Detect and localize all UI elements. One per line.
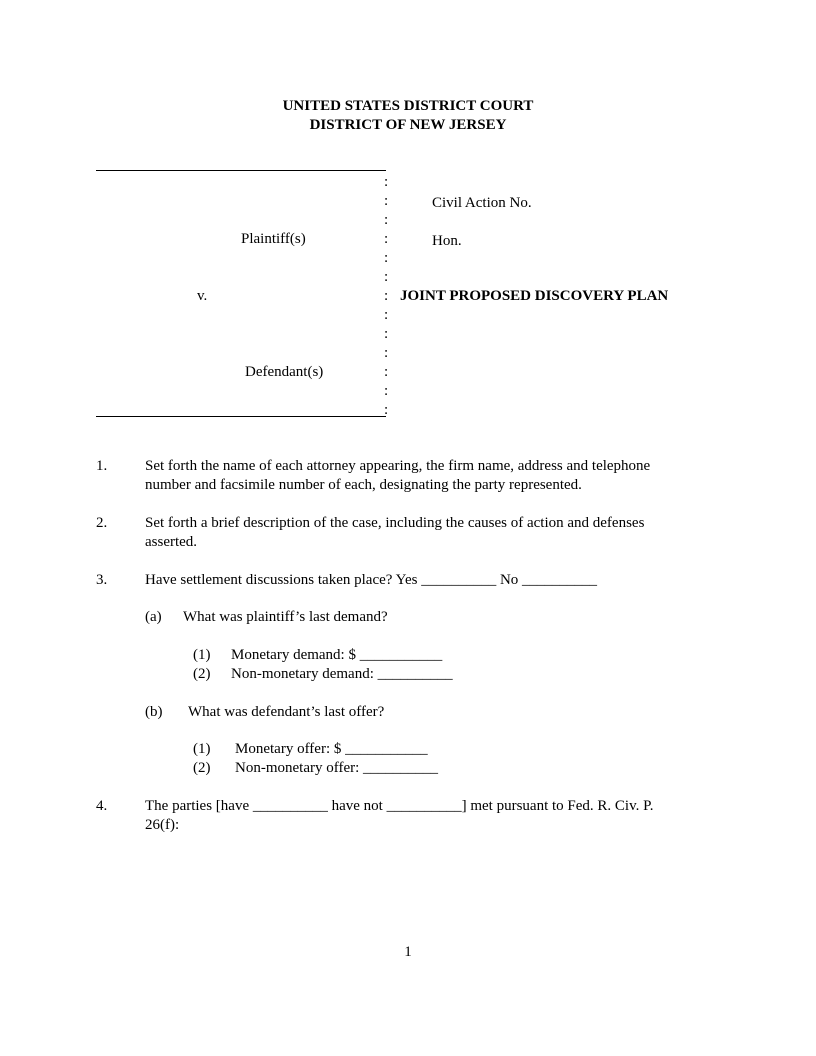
item-2-line-1: Set forth a brief description of the case, including the causes of action and defenses — [145, 515, 645, 531]
item-3-number: 3. — [96, 572, 108, 588]
item-1-number: 1. — [96, 458, 108, 474]
caption-colon: : — [384, 231, 389, 247]
item-4-line-2: 26(f): — [145, 817, 180, 833]
caption-top-rule — [96, 170, 386, 171]
item-3a-1-label: (1) — [193, 647, 211, 663]
item-3b-2-label: (2) — [193, 760, 211, 776]
caption-colon: : — [384, 345, 389, 361]
item-3a-2-label: (2) — [193, 666, 211, 682]
item-4-line-1: The parties [have __________ have not __________] met pursuant to Fed. R. Civ. P. — [145, 798, 654, 814]
caption-bottom-rule — [96, 416, 386, 417]
caption-colon: : — [384, 383, 389, 399]
caption-colon: : — [384, 402, 389, 418]
caption-colon: : — [384, 193, 389, 209]
caption-colon: : — [384, 364, 389, 380]
caption-colon: : — [384, 269, 389, 285]
item-3b-text: What was defendant’s last offer? — [188, 704, 385, 720]
page-number: 1 — [404, 944, 412, 960]
item-1-line-1: Set forth the name of each attorney appearing, the firm name, address and telephone — [145, 458, 651, 474]
caption-colon: : — [384, 307, 389, 323]
item-3-text: Have settlement discussions taken place? Yes __________ No __________ — [145, 572, 598, 588]
item-3a-1-text: Monetary demand: $ ___________ — [231, 647, 443, 663]
court-district: DISTRICT OF NEW JERSEY — [309, 117, 507, 133]
caption-colon: : — [384, 288, 389, 304]
item-3b-2-text: Non-monetary offer: __________ — [235, 760, 439, 776]
document-title: JOINT PROPOSED DISCOVERY PLAN — [400, 288, 669, 304]
caption-colon: : — [384, 250, 389, 266]
defendant-label: Defendant(s) — [245, 364, 324, 380]
court-name: UNITED STATES DISTRICT COURT — [282, 98, 534, 114]
judge-label: Hon. — [432, 233, 462, 249]
item-3b-1-text: Monetary offer: $ ___________ — [235, 741, 428, 757]
item-2-number: 2. — [96, 515, 108, 531]
item-1-line-2: number and facsimile number of each, designating the party represented. — [145, 477, 582, 493]
item-4-number: 4. — [96, 798, 108, 814]
item-3b-label: (b) — [145, 704, 163, 720]
versus-label: v. — [197, 288, 208, 304]
caption-colon: : — [384, 326, 389, 342]
item-3a-label: (a) — [145, 609, 162, 625]
item-2-line-2: asserted. — [145, 534, 198, 550]
item-3a-text: What was plaintiff’s last demand? — [183, 609, 388, 625]
item-3a-2-text: Non-monetary demand: __________ — [231, 666, 453, 682]
caption-colon: : — [384, 212, 389, 228]
plaintiff-label: Plaintiff(s) — [241, 231, 306, 247]
civil-action-number: Civil Action No. — [432, 195, 532, 211]
caption-colon: : — [384, 174, 389, 190]
item-3b-1-label: (1) — [193, 741, 211, 757]
